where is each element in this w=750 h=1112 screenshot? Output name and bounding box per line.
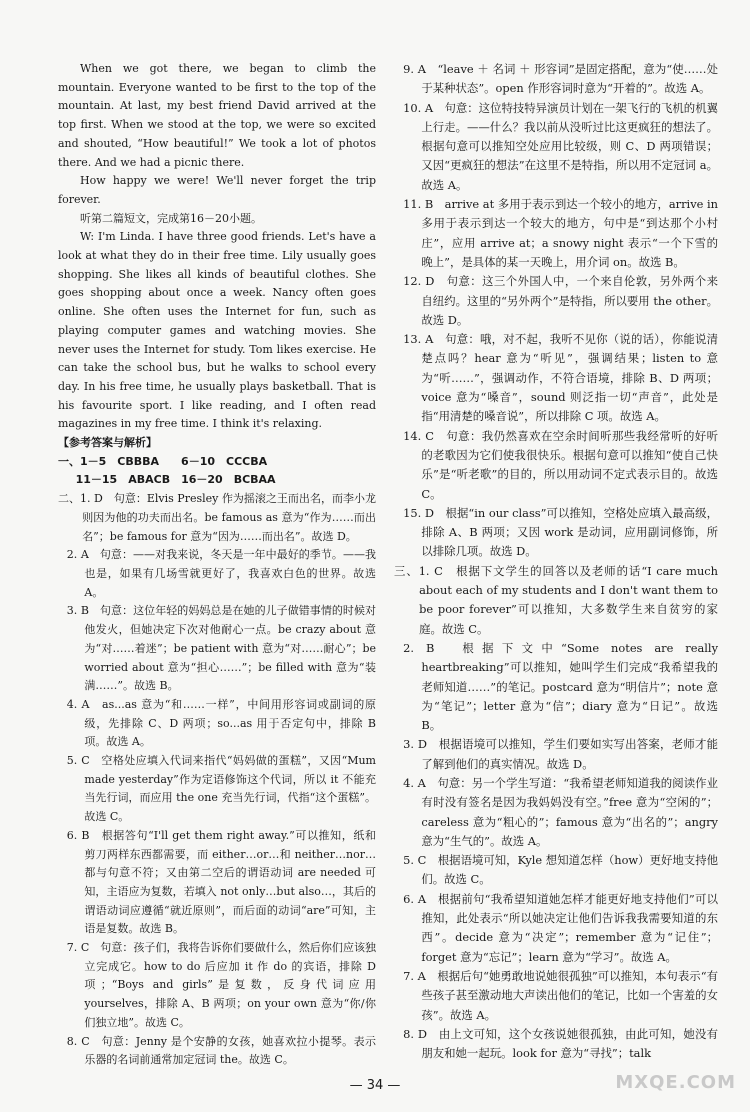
page-number: — 34 — [349,1078,401,1093]
passage-paragraph: W: I'm Linda. I have three good friends. Let's have a look at what they do in their free time. Lily usually goes shopping. She likes all kinds of beautiful clothes. She goes shopping about once a week. Nancy often goes online. She often uses the Internet for fun, such as playing computer games and watching movies. She never uses the Internet for study. Tom likes exercise. He can take the school bus, but he walks to school every day. In his free time, he usually plays basketball. That is his favourite sport. I like reading, and I often read magazines in my free time. I think it's relaxing. [58,230,376,431]
answer-explanation: 15. D 根据“in our class”可以推知，空格处应填入最高级，排除 A、B 两项；又因 work 是动词，应用副词修饰，所以排除几项。故选 D。 [403,505,718,559]
answer-explanation: 3. B 句意：这位年轻的妈妈总是在她的儿子做错事情的时候对他发火，但她决定下次对他耐心一点。be crazy about 意为“对……着迷”；be patient with 意为“对……耐心”；be worried about 意为“担心……”；be filled with 意为“装满……”。故选 B。 [66,604,376,693]
answer-header: 【参考答案与解析】 [58,436,157,450]
answer-explanation: 7. C 句意：孩子们，我将告诉你们要做什么，然后你们应该独立完成它。how to do 后应加 it 作 do 的宾语，排除 D 项；“Boys and girls”是复数，反身代词应用 yourselves，排除 A、B 两项；on your own 意为“你/你们独立地”。故选 C。 [66,941,376,1029]
answer-explanation: 3. D 根据语境可以推知，学生们要如实写出答案，老师才能了解到他们的真实情况。故选 D。 [403,737,718,771]
answer-explanation: 5. C 根据语境可知，Kyle 想知道怎样（how）更好地支持他们。故选 C。 [403,853,718,887]
answer-explanation: 4. A 句意：另一个学生写道：“我希望老师知道我的阅读作业有时没有签名是因为我妈妈没有空。”free 意为“空闲的”；careless 意为“粗心的”；famous 意为“出名的”；angry 意为“生气的”。故选 A。 [403,775,718,848]
answer-key-line: 11－15 ABACB 16－20 BCBAA [75,473,276,487]
passage-paragraph: How happy we were! We'll never forget the trip forever. [58,174,376,206]
passage-paragraph: When we got there, we began to climb the mountain. Everyone wanted to be first to the top of the mountain. At last, my best friend David arrived at the top first. When we stood at the top, we were so excited and shouted, “How beautiful!” We took a lot of photos there. And we had a picnic there. [58,62,376,169]
answer-explanation: 8. C 句意：Jenny 是个安静的女孩，她喜欢拉小提琴。表示乐器的名词前通常加定冠词 the。故选 C。 [66,1034,376,1067]
answer-explanation: 2. B 根据下文中“Some notes are really heartbreaking”可以推知，她叫学生们完成“我希望我的老师知道……”的笔记。postcard 意为“明信片”；note 意为“笔记”；letter 意为“信”；diary 意为“日记”。故选 B。 [403,640,718,733]
answer-explanation: 2. A 句意：——对我来说，冬天是一年中最好的季节。——我也是，如果有几场雪就更好了，我喜欢白色的世界。故选 A。 [66,548,376,599]
answer-explanation: 9. A “leave ＋ 名词 ＋ 形容词”是固定搭配，意为“使……处于某种状态”。open 作形容词时意为“开着的”。故选 A。 [403,62,718,96]
answer-explanation: 三、1. C 根据下文学生的回答以及老师的话“I care much about each of my students and I don't want them to be poor forever”可以推知，大多数学生来自贫穷的家庭。故选 C。 [394,563,718,636]
watermark-logo: MXQE.COM [615,1072,736,1093]
answer-explanation: 10. A 句意：这位特技特异演员计划在一架飞行的飞机的机翼上行走。——什么？我以前从没听过比这更疯狂的想法了。根据句意可以推知空处应用比较级，则 C、D 两项错误；又因“更疯狂的想法”在这里不是特指，所以用不定冠词 a。故选 A。 [403,100,718,192]
answer-explanation: 6. A 根据前句“我希望知道她怎样才能更好地支持他们”可以推知，此处表示“所以她决定让他们告诉我我需要知道的东西”。decide 意为“决定”；remember 意为“记住”；forget 意为“忘记”；learn 意为“学习”。故选 A。 [403,891,718,964]
answer-explanation: 4. A as...as 意为“和……一样”，中间用形容词或副词的原级，先排除 C、D 两项；so...as 用于否定句中，排除 B 项。故选 A。 [66,697,376,749]
answer-explanation: 8. D 由上文可知，这个女孩说她很孤独，由此可知，她没有朋友和她一起玩。look for 意为“寻找”；talk [403,1026,718,1061]
right-column [394,60,718,1063]
listening-instruction: 听第二篇短文，完成第16－20小题。 [80,211,262,225]
answer-explanation: 13. A 句意：哦，对不起，我听不见你（说的话），你能说清楚点吗？hear 意为“听见”，强调结果；listen to 意为“听……”，强调动作，不符合语境，排除 B、D 两项；voice 意为“嗓音”，sound 则泛指一切“声音”，此处是指“用清楚的嗓音说”，所以排除 C 项。故选 A。 [403,332,718,424]
answer-explanation: 5. C 空格处应填入代词来指代“妈妈做的蛋糕”，又因“Mum made yesterday”作为定语修饰这个代词，所以 it 不能充当先行词，而应用 the one 充当先行词，代指“这个蛋糕”。故选 C。 [66,754,376,824]
answer-explanation: 7. A 根据后句“她勇敢地说她很孤独”可以推知，本句表示“有些孩子甚至激动地大声读出他们的笔记，比如一个害羞的女孩”。故选 A。 [403,968,718,1022]
answer-explanation: 12. D 句意：这三个外国人中，一个来自伦敦，另外两个来自纽约。这里的“另外两个”是特指，所以要用 the other。故选 D。 [403,274,718,327]
answer-key-line: 一、1－5 CBBBA 6－10 CCCBA [58,454,268,468]
left-column [58,60,376,1070]
answer-explanation: 6. B 根据答句“I'll get them right away.”可以推知，纸和剪刀两样东西都需要，而 either…or…和 neither…nor…都与句意不符；又由第二空后的谓语动词 are needed 可知，主语应为复数，若填入 not only…but also…，其后的谓语动词应遵循“就近原则”，而后面的动词“are”可知，主语是复数。故选 B。 [66,828,376,936]
answer-explanation: 二、1. D 句意：Elvis Presley 作为摇滚之王而出名，而李小龙则因为他的功夫而出名。be famous as 意为“作为……而出名”；be famous for 意为“因为……而出名”。故选 D。 [58,492,376,543]
answer-explanation: 11. B arrive at 多用于表示到达一个较小的地方，arrive in 多用于表示到达一个较大的地方，句中是“到达那个小村庄”，应用 arrive at；a snowy night 表示“一个下雪的晚上”，是具体的某一天晚上，用介词 on。故选 B。 [403,197,718,269]
answer-explanation: 14. C 句意：我仍然喜欢在空余时间听那些我经常听的好听的老歌因为它们使我很快乐。根据句意可以推知“使自己快乐”是“听老歌”的目的，所以用动词不定式表示目的。故选 C。 [403,428,718,501]
